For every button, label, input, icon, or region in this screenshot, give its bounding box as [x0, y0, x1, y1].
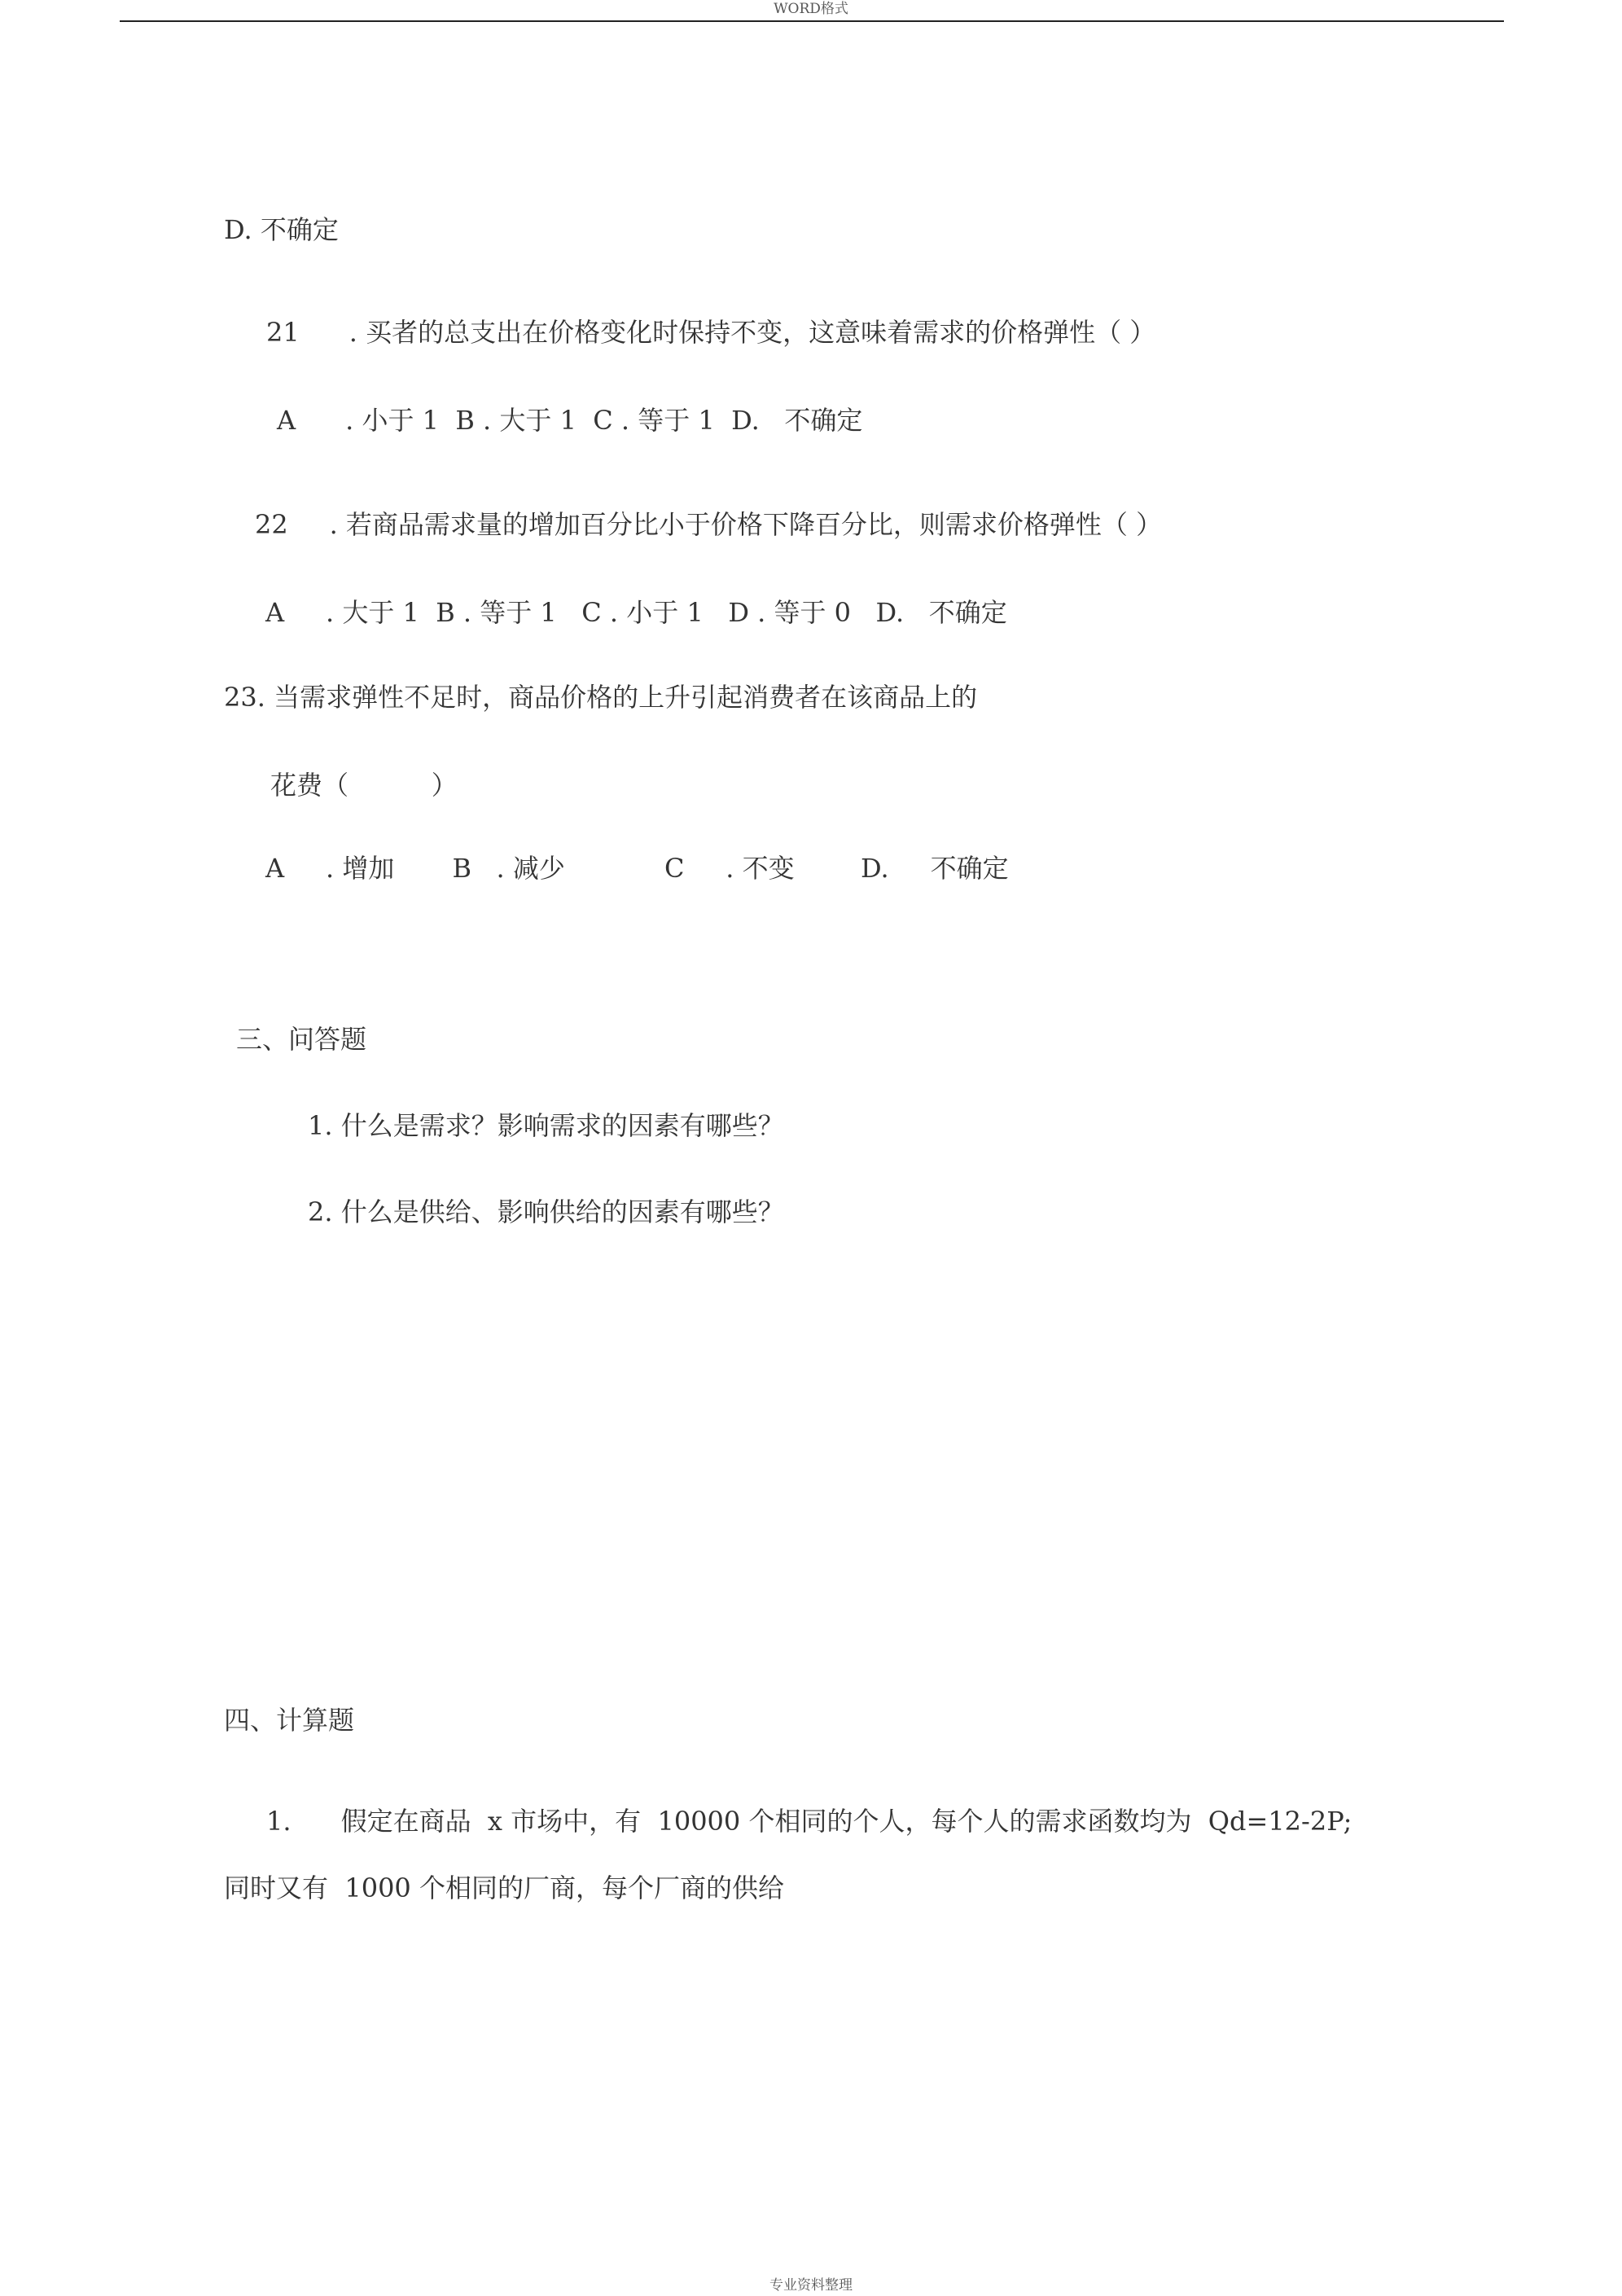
q23-stem-continued: 花费（ ） — [270, 770, 458, 801]
header-rule — [120, 20, 1504, 22]
q20-option-d: D. 不确定 — [224, 214, 339, 245]
page-footer: 专业资料整理 — [769, 2277, 853, 2294]
section4-title: 四、计算题 — [224, 1705, 355, 1736]
section3-question-2: 2. 什么是供给、影响供给的因素有哪些？ — [308, 1196, 784, 1227]
q22-stem: 22 . 若商品需求量的增加百分比小于价格下降百分比，则需求价格弹性（ ） — [255, 509, 1163, 540]
section4-question-1: 1. 假定在商品 x 市场中，有 10000 个相同的个人，每个人的需求函数均为 Qd=12-2P; — [266, 1806, 1352, 1837]
q21-stem: 21 . 买者的总支出在价格变化时保持不变，这意味着需求的价格弹性（ ） — [266, 317, 1156, 348]
q21-options: A . 小于 1 B . 大于 1 C . 等于 1 D. 不确定 — [277, 405, 863, 436]
page-header: WORD格式 — [774, 1, 848, 17]
q23-options: A . 增加 B . 减少 C . 不变 D. 不确定 — [265, 853, 1009, 884]
section3-question-1: 1. 什么是需求？影响需求的因素有哪些？ — [308, 1110, 784, 1141]
q22-options: A . 大于 1 B . 等于 1 C . 小于 1 D . 等于 0 D. 不确定 — [265, 597, 1007, 628]
q23-stem: 23. 当需求弹性不足时，商品价格的上升引起消费者在该商品上的 — [224, 682, 978, 713]
section4-question-1-continued: 同时又有 1000 个相同的厂商，每个厂商的供给 — [224, 1872, 784, 1903]
section3-title: 三、问答题 — [236, 1024, 367, 1055]
